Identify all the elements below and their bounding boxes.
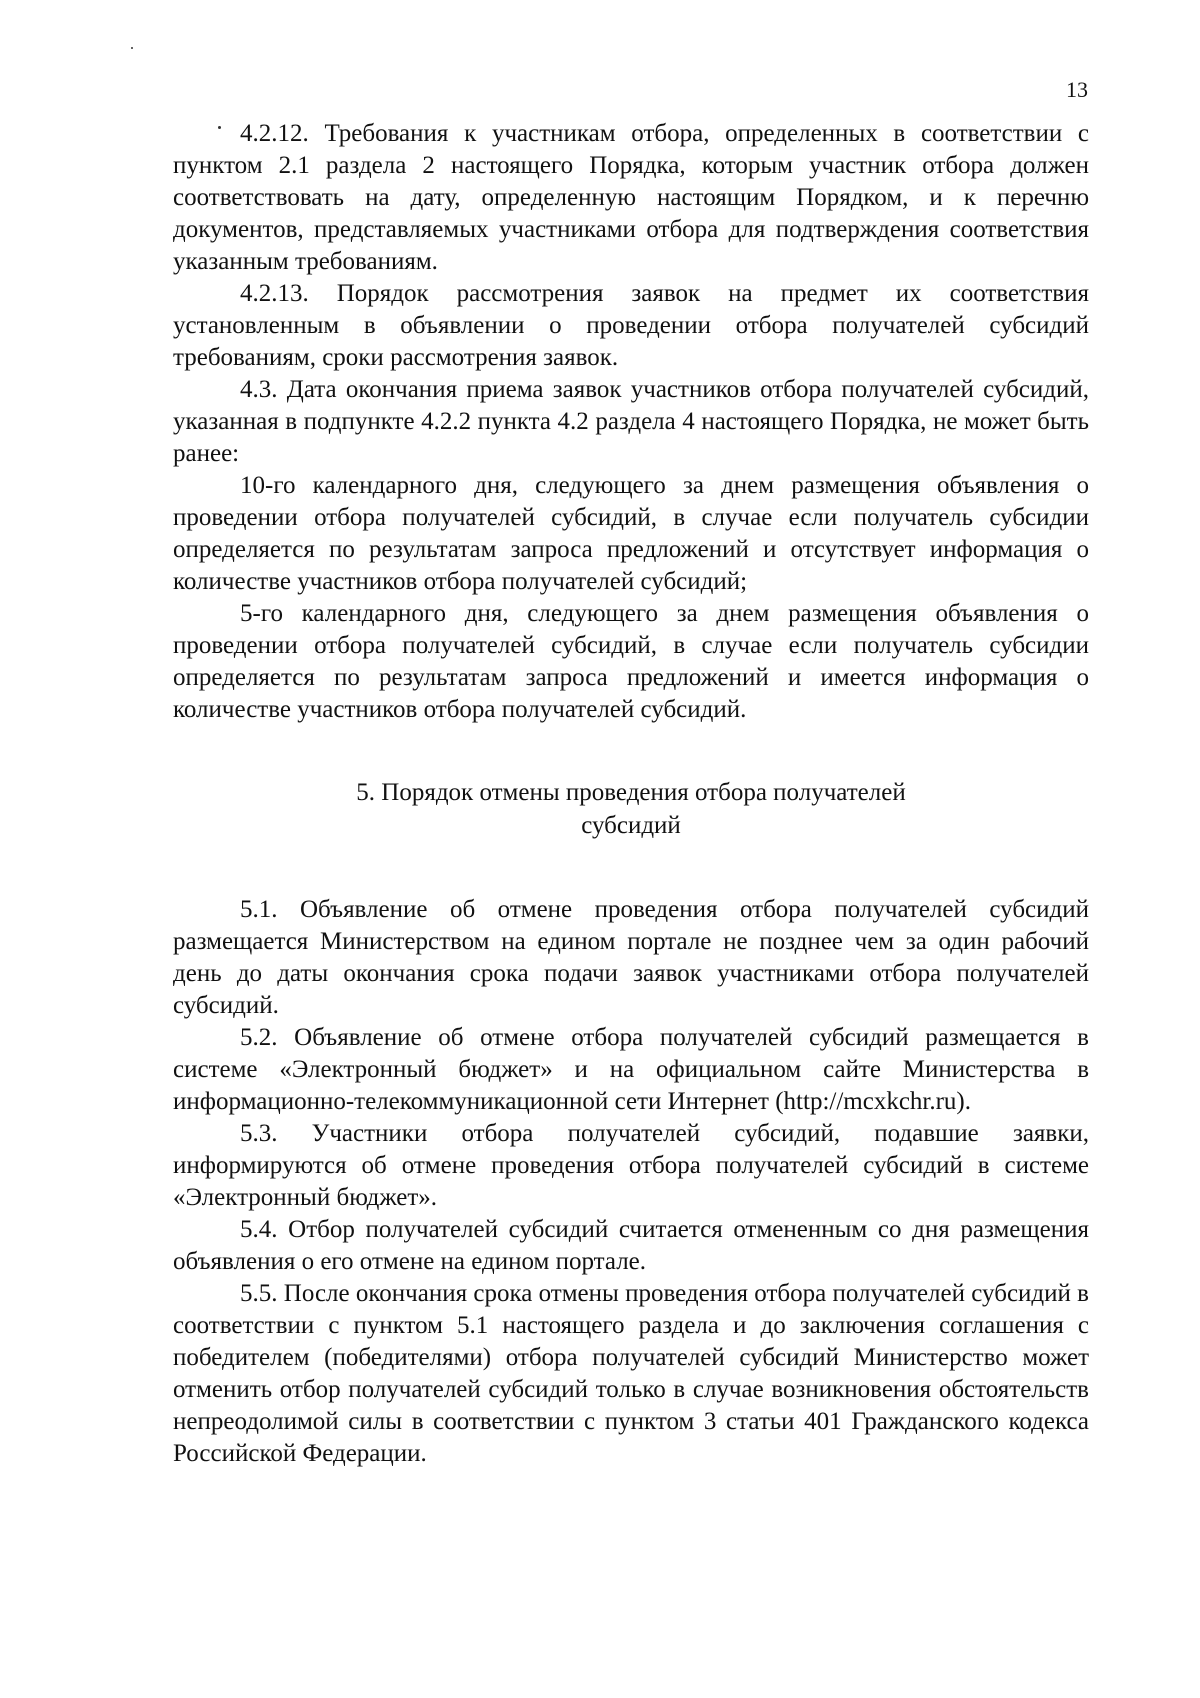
paragraph-5-4: 5.4. Отбор получателей субсидий считается отмененным со дня размещения объявления о его отмене на едином портале. [173,1216,1089,1275]
paragraph-5-1: 5.1. Объявление об отмене проведения отбора получателей субсидий размещается Министерством на едином портале не позднее чем за один рабочий день до даты окончания срока подачи заявок участниками отбора получателей субсидий. [173,896,1089,1019]
paragraph-5-2: 5.2. Объявление об отмене отбора получателей субсидий размещается в системе «Электронный бюджет» и на официальном сайте Министерства в информационно-телекоммуникационной сети Интернет (http://mcxkchr.ru). [173,1024,1089,1115]
paragraph-4-2-12: 4.2.12. Требования к участникам отбора, определенных в соответствии с пунктом 2.1 раздела 2 настоящего Порядка, которым участник отбора должен соответствовать на дату, определенную настоящим Порядком, и к перечню документов, представляемых участниками отбора для подтверждения соответствия указанным требованиям. [173,120,1089,275]
paragraph-5th-day: 5-го календарного дня, следующего за днем размещения объявления о проведении отбора получателей субсидий, в случае если получатель субсидии определяется по результатам запроса предложений и имеется информация о количестве участников отбора получателей субсидий. [173,600,1089,723]
section-5-heading-line1: 5. Порядок отмены проведения отбора получателей [356,779,906,806]
paragraph-4-2-13: 4.2.13. Порядок рассмотрения заявок на предмет их соответствия установленным в объявлении о проведении отбора получателей субсидий требованиям, сроки рассмотрения заявок. [173,280,1089,371]
section-5-heading-line2: субсидий [581,812,681,839]
scan-speck [131,47,133,49]
section-5-heading [173,776,1089,842]
paragraph-5-5: 5.5. После окончания срока отмены проведения отбора получателей субсидий в соответствии с пунктом 5.1 настоящего раздела и до заключения соглашения с победителем (победителями) отбора получателей субсидий Министерство может отменить отбор получателей субсидий только в случае возникновения обстоятельств непреодолимой силы в соответствии с пунктом 3 статьи 401 Гражданского кодекса Российской Федерации. [173,1280,1089,1467]
paragraph-4-3: 4.3. Дата окончания приема заявок участников отбора получателей субсидий, указанная в подпункте 4.2.2 пункта 4.2 раздела 4 настоящего Порядка, не может быть ранее: [173,376,1089,467]
paragraph-5-3: 5.3. Участники отбора получателей субсидий, подавшие заявки, информируются об отмене проведения отбора получателей субсидий в системе «Электронный бюджет». [173,1120,1089,1211]
page-number: 13 [1066,77,1088,102]
document-body [173,118,1089,1470]
paragraph-10th-day: 10-го календарного дня, следующего за днем размещения объявления о проведении отбора получателей субсидий, в случае если получатель субсидии определяется по результатам запроса предложений и отсутствует информация о количестве участников отбора получателей субсидий; [173,472,1089,595]
